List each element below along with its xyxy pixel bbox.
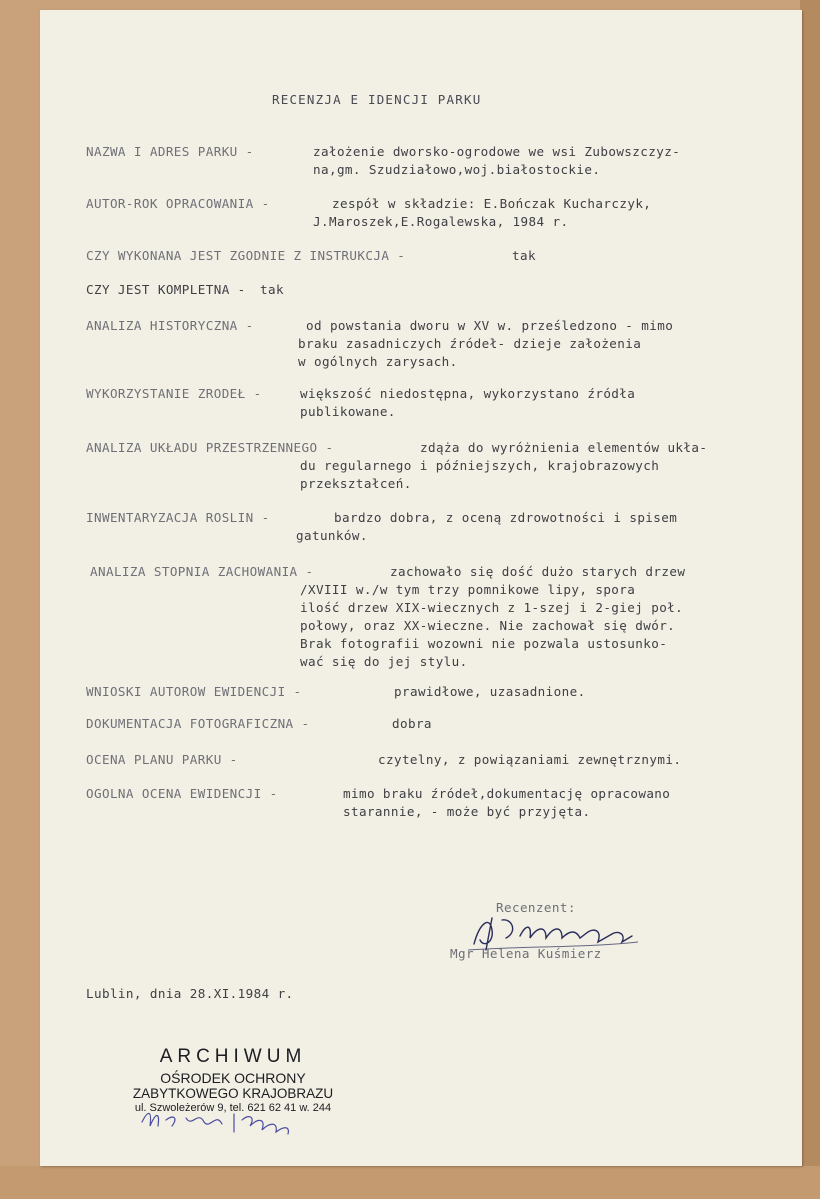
field-value-name-1: założenie dworsko-ogrodowe we wsi Zubowszczyz- [313, 144, 681, 159]
document-title: RECENZJA E IDENCJI PARKU [272, 92, 482, 107]
field-value-author-1: zespół w składzie: E.Bończak Kucharczyk, [332, 196, 652, 211]
field-value-history-3: w ogólnych zarysach. [298, 354, 458, 369]
field-label-sources: WYKORZYSTANIE ZRODEŁ - [86, 386, 270, 401]
field-value-preservation-1: zachowało się dość dużo starych drzew [390, 564, 686, 579]
field-value-spatial-3: przekształceń. [300, 476, 412, 491]
field-label-plants: INWENTARYZACJA ROSLIN - [86, 510, 278, 525]
field-label-preservation: ANALIZA STOPNIA ZACHOWANIA - [90, 564, 322, 579]
field-label-instruction: CZY WYKONANA JEST ZGODNIE Z INSTRUKCJA - [86, 248, 414, 263]
field-value-spatial-1: zdąża do wyróżnienia elementów ukła- [420, 440, 708, 455]
field-value-conclusions: prawidłowe, uzasadnione. [394, 684, 586, 699]
field-value-overall-2: starannie, - może być przyjęta. [343, 804, 591, 819]
field-value-overall-1: mimo braku źródeł,dokumentację opracowano [343, 786, 671, 801]
field-label-name: NAZWA I ADRES PARKU - [86, 144, 262, 159]
stamp-line-2: OŚRODEK OCHRONY [160, 1070, 306, 1086]
reviewer-label: Recenzent: [496, 900, 576, 915]
field-value-plants-1: bardzo dobra, z oceną zdrowotności i spisem [334, 510, 678, 525]
field-value-plan: czytelny, z powiązaniami zewnętrznymi. [378, 752, 682, 767]
field-label-spatial: ANALIZA UKŁADU PRZESTRZENNEGO - [86, 440, 342, 455]
field-value-instruction: tak [512, 248, 536, 263]
stamp-line-3: ZABYTKOWEGO KRAJOBRAZU [132, 1086, 334, 1101]
field-value-sources-2: publikowane. [300, 404, 396, 419]
field-value-complete: tak [260, 282, 284, 297]
reviewer-name: Mgr Helena Kuśmierz [450, 946, 602, 961]
field-value-plants-2: gatunków. [296, 528, 368, 543]
field-value-preservation-2: /XVIII w./w tym trzy pomnikowe lipy, spora [300, 582, 636, 597]
field-value-photo: dobra [392, 716, 432, 731]
field-label-photo: DOKUMENTACJA FOTOGRAFICZNA - [86, 716, 318, 731]
stamp-line-4: ul. Szwoleżerów 9, tel. 621 62 41 w. 244 [134, 1102, 332, 1114]
field-value-history-1: od powstania dworu w XV w. prześledzono - mimo [306, 318, 674, 333]
field-value-preservation-4: połowy, oraz XX-wieczne. Nie zachował się dwór. [300, 618, 676, 633]
folder-bottom [0, 1166, 820, 1199]
field-label-overall: OGOLNA OCENA EWIDENCJI - [86, 786, 286, 801]
field-value-spatial-2: du regularnego i późniejszych, krajobrazowych [300, 458, 660, 473]
folder-edge [800, 0, 820, 1199]
field-value-name-2: na,gm. Szudziałowo,woj.białostockie. [313, 162, 601, 177]
field-value-sources-1: większość niedostępna, wykorzystano źródła [300, 386, 636, 401]
field-value-author-2: J.Maroszek,E.Rogalewska, 1984 r. [313, 214, 569, 229]
field-value-preservation-5: Brak fotografii wozowni nie pozwala ustosunko- [300, 636, 668, 651]
field-label-history: ANALIZA HISTORYCZNA - [86, 318, 262, 333]
field-label-complete: CZY JEST KOMPLETNA - [86, 282, 254, 297]
field-value-preservation-3: ilość drzew XIX-wiecznych z 1-szej i 2-giej poł. [300, 600, 684, 615]
place-date: Lublin, dnia 28.XI.1984 r. [86, 986, 294, 1001]
field-label-author: AUTOR-ROK OPRACOWANIA - [86, 196, 278, 211]
stamp-line-1: ARCHIWUM [159, 1046, 307, 1067]
field-label-conclusions: WNIOSKI AUTOROW EWIDENCJI - [86, 684, 310, 699]
handwritten-note [138, 1100, 298, 1140]
field-value-preservation-6: wać się do jej stylu. [300, 654, 468, 669]
field-label-plan: OCENA PLANU PARKU - [86, 752, 246, 767]
field-value-history-2: braku zasadniczych źródeł- dzieje założenia [298, 336, 642, 351]
